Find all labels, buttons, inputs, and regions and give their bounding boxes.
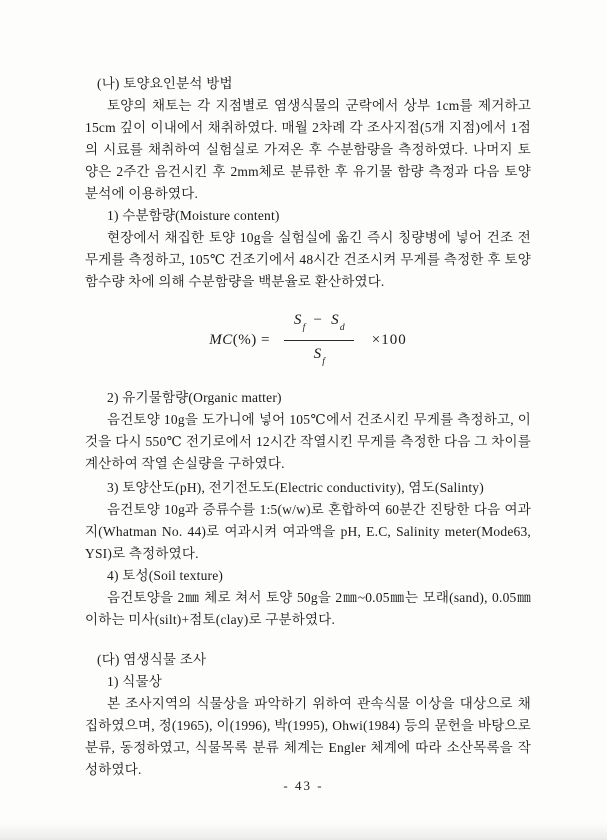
soil-texture-paragraph: 음건토양을 2㎜ 체로 쳐서 토양 50g을 2㎜~0.05㎜는 모래(sand), 0.05㎜이하는 미사(silt)+점토(clay)로 구분하였다. bbox=[85, 590, 531, 627]
organic-matter-paragraph: 음건토양 10g을 도가니에 넣어 105℃에서 건조시킨 무게를 측정하고, 이것을 다시 550℃ 전기로에서 12시간 작열시킨 무게를 측정한 다음 그 차이를 계산하여 작열 손실량을 구하였다. bbox=[85, 412, 531, 471]
ph-ec-salinity-paragraph: 음건토양 10g과 증류수를 1:5(w/w)로 혼합하여 60분간 진탕한 다음 여과지(Whatman No. 44)로 여과시켜 여과액을 pH, E.C, Salinity meter(Mode63, YSI)로 측정하였다. bbox=[85, 502, 531, 561]
factor-100: 100 bbox=[381, 332, 407, 348]
section-heading-soil-analysis: (나) 토양요인분석 방법 bbox=[97, 76, 233, 91]
times-sign: × bbox=[371, 332, 382, 348]
section-heading-halophyte-survey: (다) 염생식물 조사 bbox=[97, 652, 207, 667]
numerator-left-base: S bbox=[293, 312, 302, 328]
numerator-left-subscript: f bbox=[302, 323, 306, 333]
denominator-subscript: f bbox=[322, 357, 326, 367]
numerator-right-subscript: d bbox=[339, 323, 345, 333]
formula-lhs-rest: (%) = bbox=[232, 332, 270, 348]
subsection-heading-soil-texture: 4) 토성(Soil texture) bbox=[107, 568, 224, 583]
subsection-heading-organic-matter: 2) 유기물함량(Organic matter) bbox=[107, 390, 282, 405]
moisture-content-formula bbox=[85, 293, 531, 387]
denominator-base: S bbox=[313, 346, 322, 362]
formula-numerator bbox=[284, 309, 354, 341]
minus-operator: − bbox=[313, 312, 323, 328]
page-number: - 43 - bbox=[283, 778, 324, 793]
subsection-heading-moisture-content: 1) 수분함량(Moisture content) bbox=[107, 208, 280, 223]
formula-denominator bbox=[314, 341, 325, 371]
numerator-term-dry bbox=[331, 309, 344, 337]
subsection-heading-flora: 1) 식물상 bbox=[107, 674, 162, 689]
moisture-content-paragraph: 현장에서 채집한 토양 10g을 실험실에 옮긴 즉시 칭량병에 넣어 건조 전 무게를 측정하고, 105℃ 건조기에서 48시간 건조시켜 무게를 측정한 후 토양 함수량 차에 의해 수분함량을 백분율로 환산하였다. bbox=[85, 230, 531, 289]
formula-multiplier bbox=[372, 329, 407, 351]
soil-sampling-paragraph: 토양의 채토는 각 지점별로 염생식물의 군락에서 상부 1cm를 제거하고 15cm 깊이 이내에서 채취하였다. 매월 2차례 각 조사지점(5개 지점)에서 1점의 시료를 채취하여 실험실로 가져온 후 수분함량을 측정하였다. 나머지 토양은 2주간 음건시킨 후 2mm체로 분류한 후 유기물 함량 측정과 다음 토양 분석에 이용하였다. bbox=[85, 98, 531, 201]
formula-lhs-variable: MC bbox=[209, 332, 233, 348]
page-content bbox=[85, 73, 531, 781]
formula-fraction bbox=[284, 309, 354, 371]
subsection-heading-ph-ec-salinity: 3) 토양산도(pH), 전기전도도(Electric conductivity), 염도(Salinty) bbox=[107, 480, 484, 495]
numerator-right-base: S bbox=[331, 312, 339, 328]
flora-paragraph: 본 조사지역의 식물상을 파악하기 위하여 관속식물 이상을 대상으로 채집하였으며, 정(1965), 이(1996), 박(1995), Ohwi(1984) 등의 문헌을 바탕으로 분류, 동정하였고, 식물목록 분류 체계는 Engler 체계에 따라 소산목록을 작성하였다. bbox=[85, 696, 531, 777]
numerator-term-fresh bbox=[294, 309, 305, 337]
formula-lhs bbox=[209, 329, 270, 351]
